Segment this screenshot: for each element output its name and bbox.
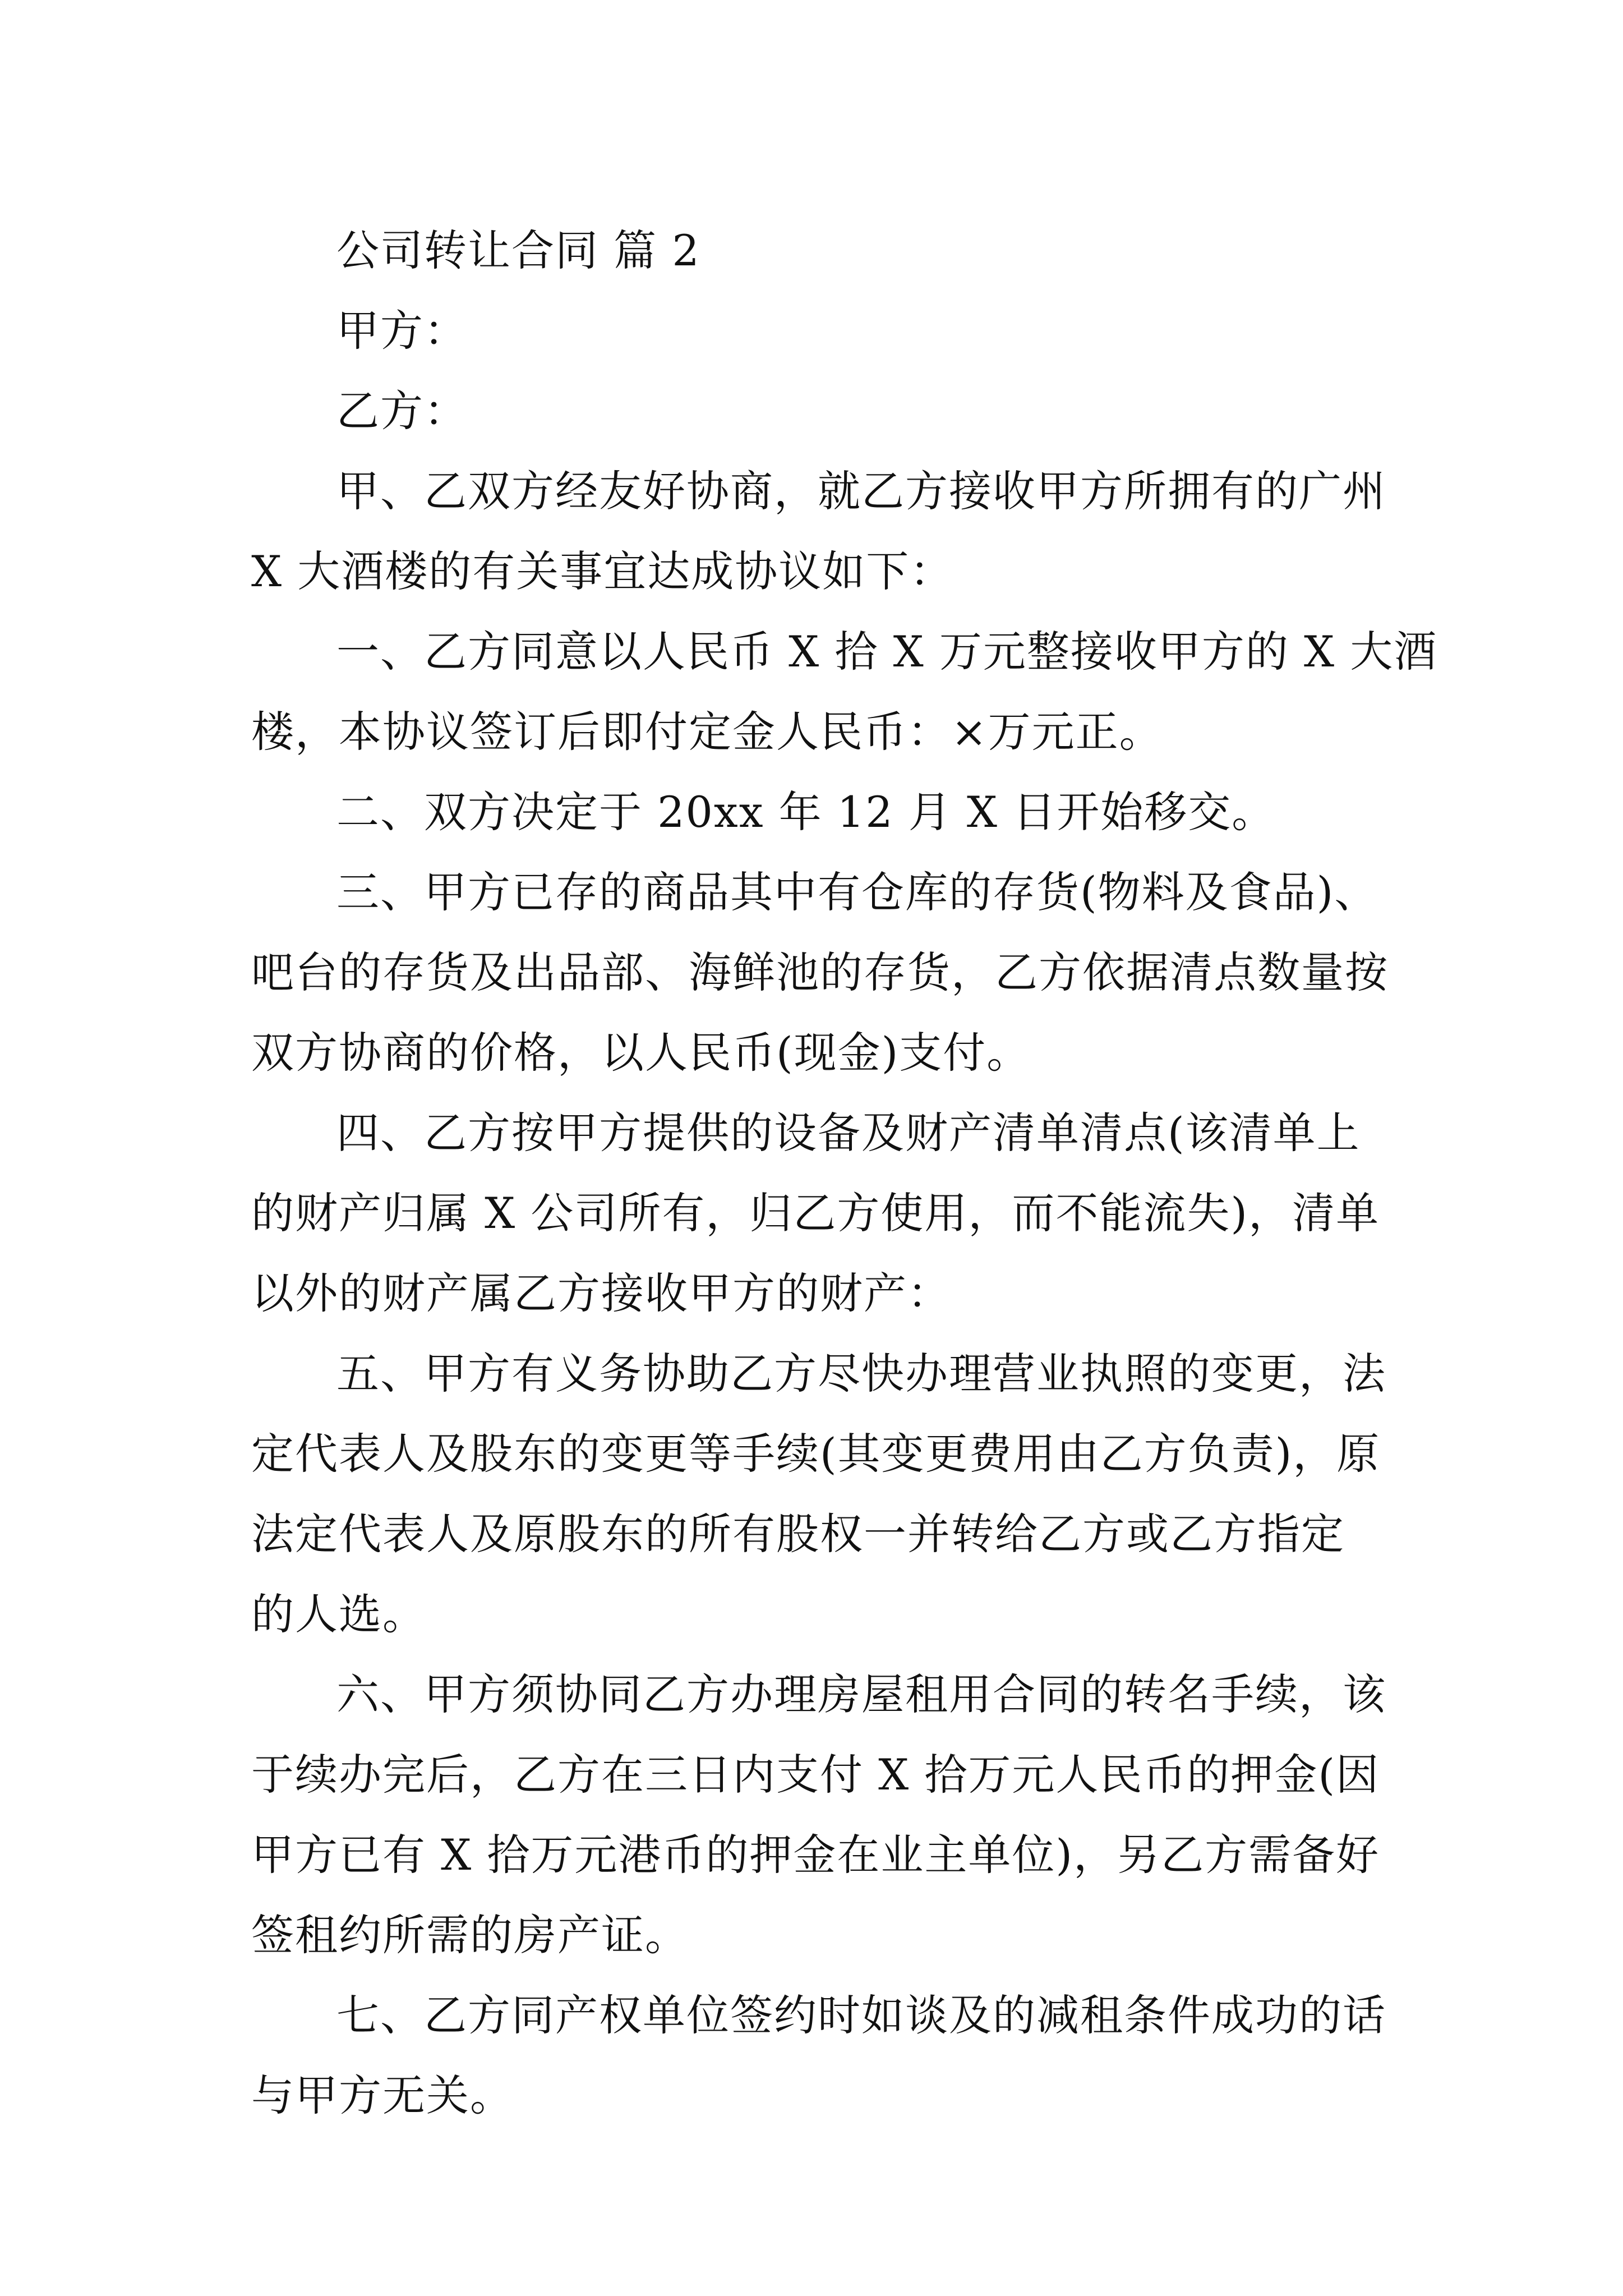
text-line: 与甲方无关。 [251,2070,514,2120]
text-line: 于续办完后，乙方在三日内支付 X 拾万元人民币的押金(因 [251,1750,1380,1800]
text-line: 定代表人及股东的变更等手续(其变更费用由乙方负责)，原 [251,1429,1381,1479]
party-b-label: 乙方： [336,386,468,436]
text-line: 的人选。 [251,1589,426,1639]
text-line: X 大酒楼的有关事宜达成协议如下： [251,546,954,596]
text-line: 的财产归属 X 公司所有，归乙方使用，而不能流失)，清单 [251,1188,1380,1238]
text-line: 楼，本协议签订后即付定金人民币：×万元正。 [251,707,1163,757]
text-line: 六、甲方须协同乙方办理房屋租用合同的转名手续，该 [336,1669,1386,1719]
text-line: 以外的财产属乙方接收甲方的财产： [251,1268,951,1318]
text-line: 一、乙方同意以人民币 X 拾 X 万元整接收甲方的 X 大酒 [336,627,1438,677]
document-title: 公司转让合同 篇 2 [336,226,700,275]
text-line: 四、乙方按甲方提供的设备及财产清单清点(该清单上 [336,1108,1361,1158]
party-a-label: 甲方： [336,306,468,356]
text-line: 三、甲方已存的商品其中有仓库的存货(物料及食品)、 [336,867,1378,917]
text-line: 签租约所需的房产证。 [251,1910,689,1960]
text-line: 甲、乙双方经友好协商，就乙方接收甲方所拥有的广州 [336,466,1386,516]
text-line: 二、双方决定于 20xx 年 12 月 X 日开始移交。 [336,787,1276,837]
text-line: 双方协商的价格，以人民币(现金)支付。 [251,1028,1031,1078]
text-line: 法定代表人及原股东的所有股权一并转给乙方或乙方指定 [251,1509,1345,1559]
document-body [251,210,1438,2136]
text-line: 甲方已有 X 拾万元港币的押金在业主单位)，另乙方需备好 [251,1830,1380,1880]
text-line: 吧台的存货及出品部、海鲜池的存货，乙方依据清点数量按 [251,947,1389,997]
text-line: 五、甲方有义务协助乙方尽快办理营业执照的变更，法 [336,1349,1386,1398]
text-line: 七、乙方同产权单位签约时如谈及的减租条件成功的话 [336,1990,1386,2040]
contract-clauses [251,451,1438,2136]
